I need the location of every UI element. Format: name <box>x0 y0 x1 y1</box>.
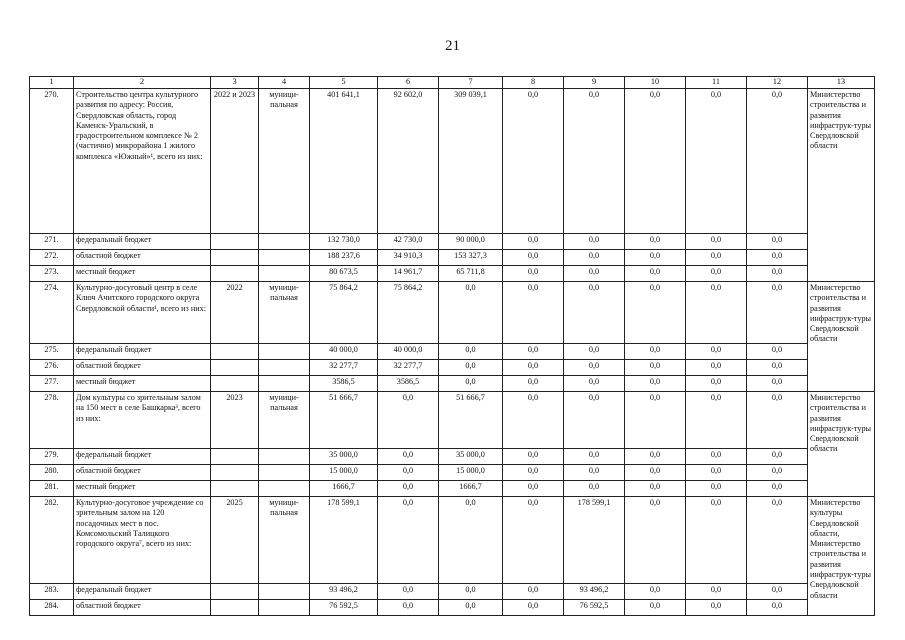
value-cell: 309 039,1 <box>439 89 503 234</box>
value-cell: 0,0 <box>686 250 747 266</box>
empty-cell <box>211 360 259 376</box>
value-cell: 178 599,1 <box>564 497 625 584</box>
value-cell: 0,0 <box>747 376 808 392</box>
value-cell: 0,0 <box>378 481 439 497</box>
row-description: местный бюджет <box>74 376 211 392</box>
table-row <box>30 282 875 344</box>
row-number: 275. <box>30 344 74 360</box>
value-cell: 0,0 <box>686 234 747 250</box>
row-description: областной бюджет <box>74 360 211 376</box>
row-number: 270. <box>30 89 74 234</box>
value-cell: 32 277,7 <box>310 360 378 376</box>
value-cell: 0,0 <box>564 465 625 481</box>
row-number: 276. <box>30 360 74 376</box>
empty-cell <box>211 266 259 282</box>
value-cell: 0,0 <box>625 250 686 266</box>
table-row <box>30 392 875 449</box>
value-cell: 1666,7 <box>439 481 503 497</box>
header-cell: 2 <box>74 77 211 89</box>
value-cell: 40 000,0 <box>378 344 439 360</box>
value-cell: 0,0 <box>747 250 808 266</box>
empty-cell <box>259 481 310 497</box>
empty-cell <box>259 584 310 600</box>
value-cell: 0,0 <box>747 449 808 465</box>
value-cell: 0,0 <box>503 360 564 376</box>
value-cell: 0,0 <box>503 600 564 616</box>
value-cell: 0,0 <box>686 465 747 481</box>
row-number: 277. <box>30 376 74 392</box>
table-row <box>30 360 875 376</box>
row-description: федеральный бюджет <box>74 344 211 360</box>
table-row <box>30 497 875 584</box>
row-number: 273. <box>30 266 74 282</box>
value-cell: 0,0 <box>503 282 564 344</box>
row-description: федеральный бюджет <box>74 449 211 465</box>
empty-cell <box>211 344 259 360</box>
table-row <box>30 584 875 600</box>
empty-cell <box>259 465 310 481</box>
value-cell: 75 864,2 <box>378 282 439 344</box>
header-row <box>30 77 875 89</box>
header-cell: 8 <box>503 77 564 89</box>
row-description: Дом культуры со зрительным залом на 150 мест в селе Башкарка³, всего из них: <box>74 392 211 449</box>
value-cell: 0,0 <box>747 600 808 616</box>
value-cell: 0,0 <box>686 344 747 360</box>
value-cell: 0,0 <box>625 465 686 481</box>
row-description: местный бюджет <box>74 266 211 282</box>
value-cell: 0,0 <box>747 584 808 600</box>
table-row <box>30 376 875 392</box>
empty-cell <box>211 250 259 266</box>
value-cell: 0,0 <box>686 584 747 600</box>
value-cell: 0,0 <box>564 376 625 392</box>
value-cell: 40 000,0 <box>310 344 378 360</box>
table-row <box>30 89 875 234</box>
value-cell: 0,0 <box>686 392 747 449</box>
value-cell: 0,0 <box>686 360 747 376</box>
value-cell: 153 327,3 <box>439 250 503 266</box>
value-cell: 0,0 <box>378 600 439 616</box>
table-row <box>30 250 875 266</box>
header-cell: 9 <box>564 77 625 89</box>
value-cell: 0,0 <box>686 266 747 282</box>
value-cell: 93 496,2 <box>310 584 378 600</box>
value-cell: 0,0 <box>439 360 503 376</box>
value-cell: 0,0 <box>747 89 808 234</box>
row-number: 282. <box>30 497 74 584</box>
value-cell: 0,0 <box>503 497 564 584</box>
empty-cell <box>259 376 310 392</box>
value-cell: 0,0 <box>625 392 686 449</box>
row-year: 2022 и 2023 <box>211 89 259 234</box>
value-cell: 0,0 <box>439 376 503 392</box>
value-cell: 92 602,0 <box>378 89 439 234</box>
value-cell: 75 864,2 <box>310 282 378 344</box>
value-cell: 0,0 <box>747 266 808 282</box>
value-cell: 178 599,1 <box>310 497 378 584</box>
header-cell: 1 <box>30 77 74 89</box>
value-cell: 0,0 <box>625 600 686 616</box>
value-cell: 0,0 <box>503 234 564 250</box>
row-number: 280. <box>30 465 74 481</box>
value-cell: 51 666,7 <box>310 392 378 449</box>
header-cell: 4 <box>259 77 310 89</box>
header-cell: 3 <box>211 77 259 89</box>
empty-cell <box>211 465 259 481</box>
value-cell: 0,0 <box>503 392 564 449</box>
table-row <box>30 234 875 250</box>
row-type: муници-пальная <box>259 497 310 584</box>
value-cell: 0,0 <box>747 465 808 481</box>
value-cell: 35 000,0 <box>310 449 378 465</box>
executor-cell: Министерство культуры Свердловской области, Министерство строительства и развития инфраструк-туры Свердловской области <box>808 497 875 616</box>
value-cell: 0,0 <box>625 282 686 344</box>
value-cell: 1666,7 <box>310 481 378 497</box>
value-cell: 0,0 <box>564 360 625 376</box>
empty-cell <box>259 360 310 376</box>
value-cell: 0,0 <box>378 584 439 600</box>
value-cell: 0,0 <box>625 89 686 234</box>
executor-cell: Министерство строительства и развития инфраструк-туры Свердловской области <box>808 282 875 392</box>
value-cell: 15 000,0 <box>439 465 503 481</box>
row-year: 2025 <box>211 497 259 584</box>
row-number: 274. <box>30 282 74 344</box>
header-cell: 7 <box>439 77 503 89</box>
row-description: областной бюджет <box>74 250 211 266</box>
row-description: местный бюджет <box>74 481 211 497</box>
value-cell: 0,0 <box>625 376 686 392</box>
value-cell: 0,0 <box>747 282 808 344</box>
value-cell: 0,0 <box>686 449 747 465</box>
header-cell: 11 <box>686 77 747 89</box>
value-cell: 0,0 <box>439 344 503 360</box>
value-cell: 0,0 <box>686 376 747 392</box>
empty-cell <box>211 449 259 465</box>
executor-cell: Министерство строительства и развития инфраструк-туры Свердловской области <box>808 392 875 497</box>
value-cell: 0,0 <box>564 234 625 250</box>
value-cell: 80 673,5 <box>310 266 378 282</box>
empty-cell <box>259 266 310 282</box>
value-cell: 14 961,7 <box>378 266 439 282</box>
value-cell: 0,0 <box>625 449 686 465</box>
value-cell: 34 910,3 <box>378 250 439 266</box>
value-cell: 0,0 <box>503 344 564 360</box>
value-cell: 0,0 <box>439 497 503 584</box>
header-cell: 10 <box>625 77 686 89</box>
table-row <box>30 344 875 360</box>
value-cell: 0,0 <box>439 584 503 600</box>
value-cell: 0,0 <box>503 376 564 392</box>
value-cell: 0,0 <box>503 465 564 481</box>
empty-cell <box>211 481 259 497</box>
executor-cell: Министерство строительства и развития инфраструк-туры Свердловской области <box>808 89 875 282</box>
row-description: Строительство центра культурного развития по адресу: Россия, Свердловская область, город Каменск-Уральский, в градостроительном комплексе № 2 (частично) микрорайона 1 жилого комплекса «Южный»¹, всего из них: <box>74 89 211 234</box>
value-cell: 0,0 <box>686 481 747 497</box>
row-number: 272. <box>30 250 74 266</box>
empty-cell <box>259 600 310 616</box>
value-cell: 0,0 <box>378 392 439 449</box>
value-cell: 15 000,0 <box>310 465 378 481</box>
empty-cell <box>259 344 310 360</box>
row-description: федеральный бюджет <box>74 584 211 600</box>
value-cell: 93 496,2 <box>564 584 625 600</box>
empty-cell <box>259 449 310 465</box>
value-cell: 90 000,0 <box>439 234 503 250</box>
header-cell: 13 <box>808 77 875 89</box>
value-cell: 0,0 <box>625 497 686 584</box>
empty-cell <box>211 584 259 600</box>
value-cell: 0,0 <box>378 465 439 481</box>
table-row <box>30 465 875 481</box>
row-number: 278. <box>30 392 74 449</box>
row-description: Культурно-досуговое учреждение со зрительным залом на 120 посадочных мест в пос. Комсомольский Талицкого городского округа⁷, всего из них: <box>74 497 211 584</box>
value-cell: 76 592,5 <box>564 600 625 616</box>
row-description: областной бюджет <box>74 465 211 481</box>
value-cell: 0,0 <box>378 497 439 584</box>
empty-cell <box>211 234 259 250</box>
empty-cell <box>211 600 259 616</box>
value-cell: 3586,5 <box>378 376 439 392</box>
value-cell: 0,0 <box>564 89 625 234</box>
row-description: Культурно-досуговый центр в селе Ключ Ачитского городского округа Свердловской области¹, всего из них: <box>74 282 211 344</box>
row-number: 279. <box>30 449 74 465</box>
value-cell: 0,0 <box>747 234 808 250</box>
header-cell: 12 <box>747 77 808 89</box>
table-row <box>30 449 875 465</box>
row-number: 283. <box>30 584 74 600</box>
value-cell: 188 237,6 <box>310 250 378 266</box>
program-table <box>29 76 875 616</box>
row-number: 281. <box>30 481 74 497</box>
table-row <box>30 600 875 616</box>
value-cell: 35 000,0 <box>439 449 503 465</box>
header-cell: 6 <box>378 77 439 89</box>
value-cell: 0,0 <box>564 344 625 360</box>
row-type: муници-пальная <box>259 89 310 234</box>
row-year: 2022 <box>211 282 259 344</box>
value-cell: 132 730,0 <box>310 234 378 250</box>
header-cell: 5 <box>310 77 378 89</box>
value-cell: 0,0 <box>439 600 503 616</box>
value-cell: 0,0 <box>747 481 808 497</box>
value-cell: 32 277,7 <box>378 360 439 376</box>
value-cell: 42 730,0 <box>378 234 439 250</box>
empty-cell <box>259 234 310 250</box>
row-number: 284. <box>30 600 74 616</box>
row-type: муници-пальная <box>259 392 310 449</box>
value-cell: 0,0 <box>503 89 564 234</box>
empty-cell <box>259 250 310 266</box>
table-row <box>30 266 875 282</box>
value-cell: 0,0 <box>747 360 808 376</box>
value-cell: 0,0 <box>625 344 686 360</box>
value-cell: 0,0 <box>625 481 686 497</box>
value-cell: 0,0 <box>503 584 564 600</box>
value-cell: 3586,5 <box>310 376 378 392</box>
value-cell: 0,0 <box>503 250 564 266</box>
value-cell: 0,0 <box>564 250 625 266</box>
value-cell: 401 641,1 <box>310 89 378 234</box>
value-cell: 0,0 <box>439 282 503 344</box>
value-cell: 0,0 <box>747 497 808 584</box>
row-type: муници-пальная <box>259 282 310 344</box>
value-cell: 0,0 <box>625 234 686 250</box>
value-cell: 0,0 <box>564 282 625 344</box>
value-cell: 0,0 <box>564 392 625 449</box>
value-cell: 0,0 <box>747 392 808 449</box>
value-cell: 0,0 <box>378 449 439 465</box>
value-cell: 0,0 <box>625 266 686 282</box>
row-number: 271. <box>30 234 74 250</box>
row-description: областной бюджет <box>74 600 211 616</box>
value-cell: 65 711,8 <box>439 266 503 282</box>
value-cell: 0,0 <box>503 449 564 465</box>
value-cell: 0,0 <box>564 449 625 465</box>
page-number: 21 <box>445 38 460 54</box>
value-cell: 0,0 <box>625 360 686 376</box>
value-cell: 0,0 <box>686 497 747 584</box>
row-description: федеральный бюджет <box>74 234 211 250</box>
value-cell: 0,0 <box>686 89 747 234</box>
value-cell: 51 666,7 <box>439 392 503 449</box>
table-row <box>30 481 875 497</box>
value-cell: 0,0 <box>503 266 564 282</box>
row-year: 2023 <box>211 392 259 449</box>
empty-cell <box>211 376 259 392</box>
value-cell: 0,0 <box>686 600 747 616</box>
value-cell: 0,0 <box>564 266 625 282</box>
value-cell: 0,0 <box>686 282 747 344</box>
value-cell: 0,0 <box>747 344 808 360</box>
value-cell: 76 592,5 <box>310 600 378 616</box>
value-cell: 0,0 <box>564 481 625 497</box>
value-cell: 0,0 <box>503 481 564 497</box>
value-cell: 0,0 <box>625 584 686 600</box>
